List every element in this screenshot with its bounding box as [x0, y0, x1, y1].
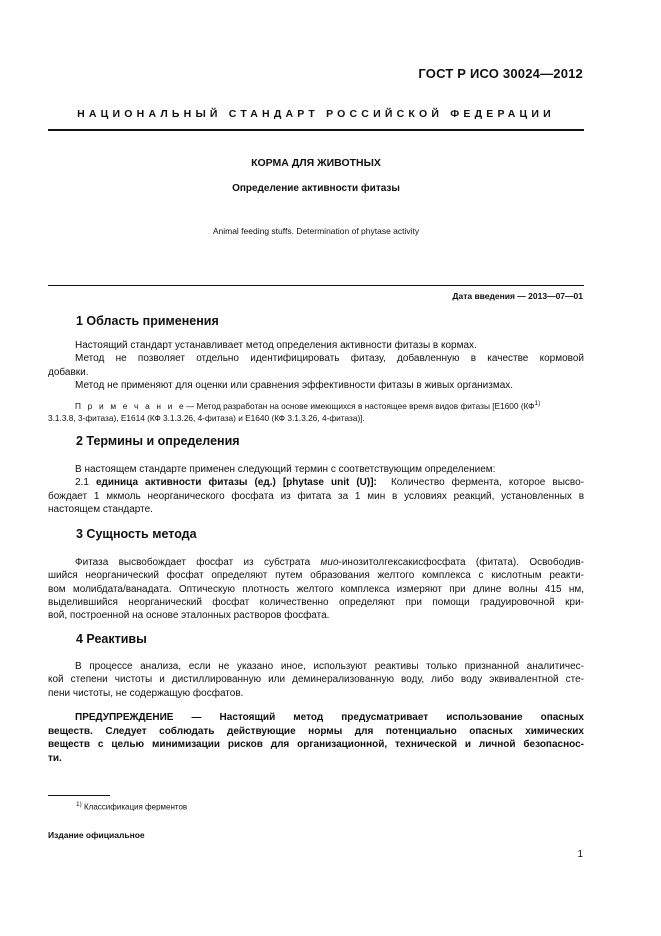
section-1-heading: 1 Область применения	[76, 314, 219, 328]
section-3-heading: 3 Сущность метода	[76, 527, 197, 541]
s1-p2a: Метод не позволяет отдельно идентифицировать фитазу, добавленную в качестве кормовой	[75, 353, 584, 365]
term-def-2: бождает 1 мкмоль неорганического фосфата из фитата за 1 мин в условиях реакций, установленных в	[48, 490, 584, 502]
term-def-1: Количество фермента, которое высво-	[390, 477, 584, 489]
warning-block	[48, 711, 584, 765]
header-rule	[48, 129, 584, 131]
s3-l4: выделившийся неорганический фосфат количественно определяют при помощи градуировочной кри-	[48, 596, 584, 608]
document-subtitle: Определение активности фитазы	[232, 183, 400, 194]
english-title: Animal feeding stuffs. Determination of phytase activity	[212, 226, 420, 236]
s4-l2: кой степени чистоты и дистиллированную или деминерализованную воду, либо воду эквивалентной сте-	[48, 674, 584, 686]
term-number: 2.1	[75, 477, 89, 489]
s2-p1: В настоящем стандарте применен следующий термин с соответствующим определением:	[75, 464, 496, 475]
section-4-body	[48, 660, 584, 700]
section-1-note	[48, 398, 584, 424]
footnote-text: Классификация ферментов	[84, 802, 188, 812]
s4-l3: пени чистоты, не содержащую фосфатов.	[48, 687, 244, 699]
document-title: КОРМА ДЛЯ ЖИВОТНЫХ	[251, 157, 381, 169]
section-4-heading: 4 Реактивы	[76, 632, 147, 646]
footnote-rule	[48, 795, 110, 796]
term-name: единица активности фитазы (ед.) [phytase unit (U)]:	[95, 477, 377, 489]
publication-note: Издание официальное	[48, 830, 145, 840]
s3-l3: вом молибдата/ванадата. Оптическую плотность желтого комплекса измеряют при длине волны 415 нм,	[48, 583, 584, 595]
national-standard-banner: НАЦИОНАЛЬНЫЙ СТАНДАРТ РОССИЙСКОЙ ФЕДЕРАЦИИ	[77, 108, 555, 120]
note-line-1: — Метод разработан на основе имеющихся в настоящее время видов фитазы [Е1600 (КФ	[185, 400, 535, 411]
footnote-mark: 1)	[76, 801, 82, 808]
warn-l1: ПРЕДУПРЕЖДЕНИЕ — Настоящий метод предусматривает использование опасных	[75, 712, 584, 723]
standard-number: ГОСТ Р ИСО 30024—2012	[418, 66, 583, 81]
s3-l1b: -инозитолгексакисфосфата (фитата). Освободив-	[338, 557, 585, 568]
warn-l2: веществ. Следует соблюдать действующие нормы для потенциально опасных химических	[48, 725, 584, 737]
note-label: П р и м е ч а н и е	[75, 400, 186, 411]
s3-l5: вой, построенной на основе эталонных растворов фосфата.	[48, 610, 330, 622]
section-3-body	[48, 556, 584, 622]
introduction-date: Дата введения — 2013—07—01	[452, 291, 583, 301]
page-number: 1	[577, 849, 583, 860]
term-def-3: настоящем стандарте.	[48, 503, 153, 515]
s3-l1a: Фитаза высвобождает фосфат из субстрата	[75, 557, 321, 568]
s1-p2b: добавки.	[48, 366, 89, 378]
warn-l4: ти.	[48, 752, 62, 764]
footnote-ref: 1)	[534, 400, 541, 407]
s4-l1: В процессе анализа, если не указано иное, используют реактивы только признанной аналитичес-	[75, 661, 584, 672]
s1-p3: Метод не применяют для оценки или сравнения эффективности фитазы в живых организмах.	[75, 379, 514, 391]
s3-l1-italic: мио	[320, 557, 339, 568]
s3-l2: шийся неорганический фосфат определяют путем образования желтого комплекса с кислотным реакти-	[48, 570, 584, 582]
section-2-heading: 2 Термины и определения	[76, 434, 240, 448]
s1-p1: Настоящий стандарт устанавливает метод определения активности фитазы в кормах.	[75, 340, 477, 351]
section-1-body	[48, 339, 584, 392]
note-line-2: 3.1.3.8, 3-фитаза), Е1614 (КФ 3.1.3.26, 4-фитаза) и Е1640 (КФ 3.1.3.26, 4-фитаза)].	[48, 412, 365, 423]
date-rule	[48, 285, 584, 286]
warn-l3: веществ с целью минимизации рисков для организационной, технической и личной безопаснос-	[48, 739, 584, 751]
section-2-body	[48, 463, 584, 516]
footnote	[76, 801, 187, 812]
